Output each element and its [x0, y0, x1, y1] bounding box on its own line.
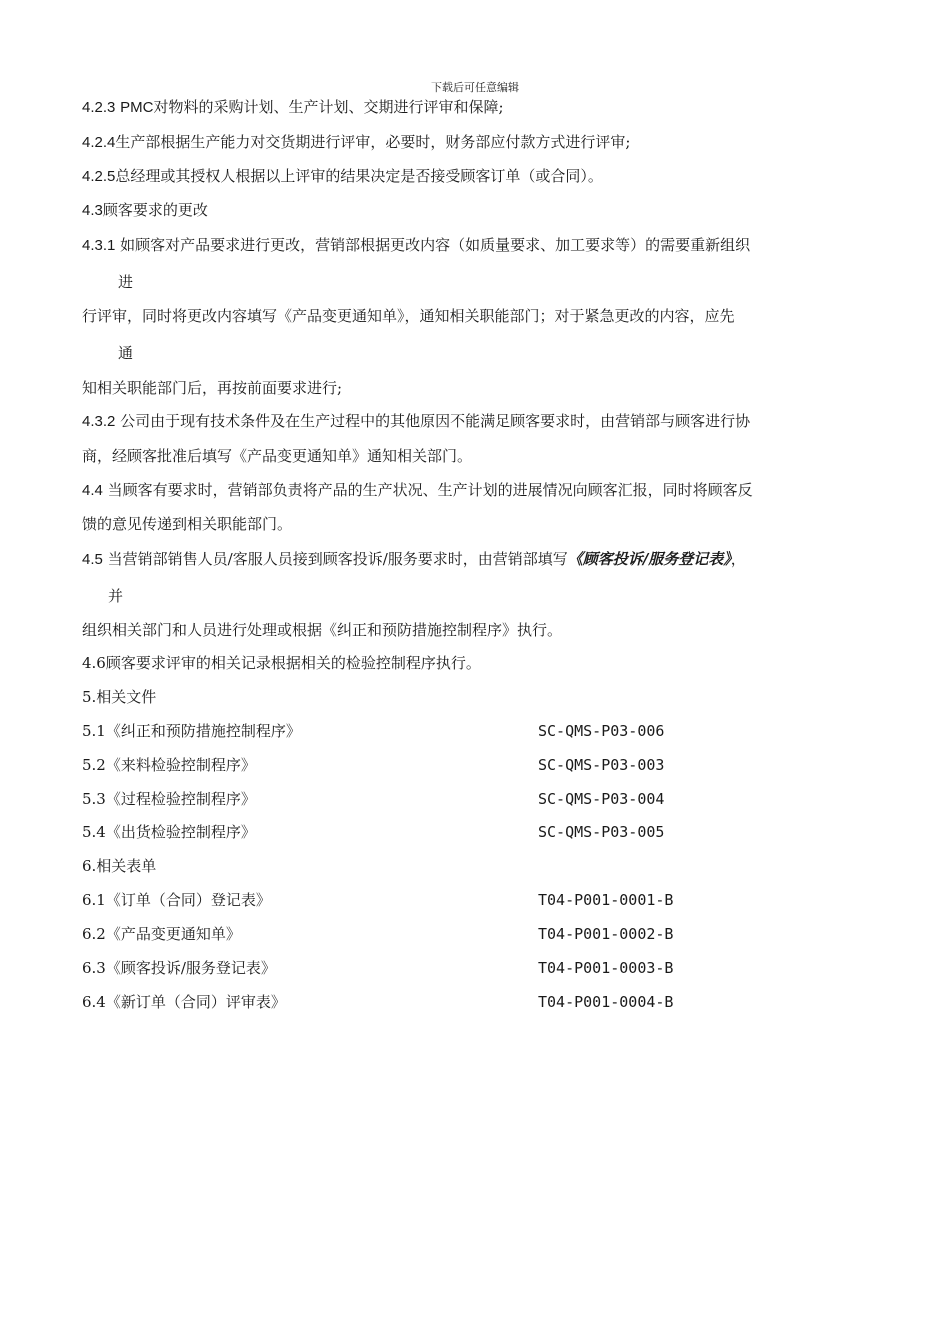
paragraph-4-2-3 [82, 97, 504, 118]
paragraph-4-5-line-2: 组织相关部门和人员进行处理或根据《纠正和预防措施控制程序》执行。 [82, 621, 563, 639]
paragraph-4-4-line-2: 馈的意见传递到相关职能部门。 [82, 515, 293, 533]
page-header-note: 下载后可任意编辑 [431, 81, 519, 94]
punctuation: ， [730, 550, 746, 568]
document-title: 5.2《来料检验控制程序》 [82, 756, 256, 774]
section-number: 4.3 [82, 202, 103, 219]
section-number: 4.5 [82, 551, 103, 568]
paragraph-4-3-2-line-2: 商，经顾客批准后填写《产品变更通知单》通知相关部门。 [82, 447, 473, 465]
document-code: SC-QMS-P03-003 [538, 756, 665, 774]
heading-6-related-forms: 6.相关表单 [82, 857, 157, 875]
form-code: T04-P001-0003-B [538, 959, 674, 977]
paragraph-4-3-1 [82, 235, 750, 256]
section-number: 4.2.5 [82, 168, 116, 185]
paragraph-4-4 [82, 480, 753, 501]
paragraph-text: 总经理或其授权人根据以上评审的结果决定是否接受顾客订单（或合同）。 [115, 167, 603, 185]
paragraph-4-6: 4.6顾客要求评审的相关记录根据相关的检验控制程序执行。 [82, 654, 481, 672]
paragraph-4-2-4 [82, 132, 630, 153]
paragraph-4-5-wrap: 并 [108, 587, 124, 605]
section-number: 4.4 [82, 482, 103, 499]
emphasized-form-name: 《顾客投诉/服务登记表》 [567, 550, 731, 568]
document-code: SC-QMS-P03-004 [538, 790, 665, 808]
section-number: 4.3.2 [82, 413, 116, 430]
heading-text: 顾客要求的更改 [102, 201, 208, 219]
section-number: 4.3.1 [82, 237, 116, 254]
paragraph-4-3-1-wrap-2: 通 [118, 344, 134, 362]
paragraph-text: 公司由于现有技术条件及在生产过程中的其他原因不能满足顾客要求时，由营销部与顾客进行协 [120, 412, 751, 430]
pmc-term: PMC [120, 99, 154, 116]
paragraph-text: 如顾客对产品要求进行更改，营销部根据更改内容（如质量要求、加工要求等）的需要重新组织 [120, 236, 751, 254]
paragraph-4-3-1-line-3: 知相关职能部门后，再按前面要求进行; [82, 379, 343, 397]
form-code: T04-P001-0004-B [538, 993, 674, 1011]
paragraph-text: 对物料的采购计划、生产计划、交期进行评审和保障; [153, 98, 504, 116]
document-title: 5.4《出货检验控制程序》 [82, 823, 256, 841]
paragraph-text: 当顾客有要求时，营销部负责将产品的生产状况、生产计划的进展情况向顾客汇报，同时将顾客反 [107, 481, 753, 499]
form-title: 6.2《产品变更通知单》 [82, 925, 241, 943]
heading-5-related-documents: 5.相关文件 [82, 688, 157, 706]
paragraph-text: 当营销部销售人员/客服人员接到顾客投诉/服务要求时，由营销部填写 [107, 550, 568, 568]
heading-4-3 [82, 200, 208, 221]
document-title: 5.1《纠正和预防措施控制程序》 [82, 722, 301, 740]
form-title: 6.3《顾客投诉/服务登记表》 [82, 959, 276, 977]
paragraph-4-3-1-wrap: 进 [118, 273, 134, 291]
paragraph-4-3-2 [82, 411, 750, 432]
paragraph-4-3-1-line-2: 行评审，同时将更改内容填写《产品变更通知单》，通知相关职能部门；对于紧急更改的内容，应先 [82, 307, 735, 325]
form-code: T04-P001-0001-B [538, 891, 674, 909]
document-code: SC-QMS-P03-005 [538, 823, 665, 841]
form-title: 6.1《订单（合同）登记表》 [82, 891, 271, 909]
document-title: 5.3《过程检验控制程序》 [82, 790, 256, 808]
paragraph-4-2-5 [82, 166, 603, 187]
form-code: T04-P001-0002-B [538, 925, 674, 943]
section-number: 4.2.4 [82, 134, 116, 151]
document-code: SC-QMS-P03-006 [538, 722, 665, 740]
form-title: 6.4《新订单（合同）评审表》 [82, 993, 286, 1011]
paragraph-4-5 [82, 549, 746, 570]
paragraph-text: 生产部根据生产能力对交货期进行评审，必要时，财务部应付款方式进行评审; [115, 133, 631, 151]
section-number: 4.2.3 [82, 99, 116, 116]
